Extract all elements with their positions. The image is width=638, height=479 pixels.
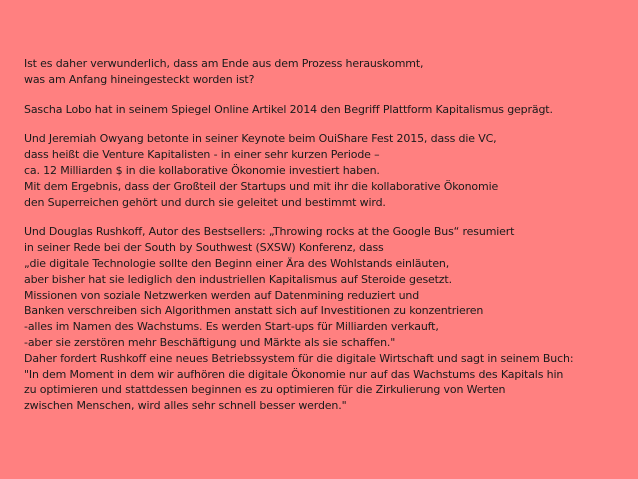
text-line: Ist es daher verwunderlich, dass am Ende aus dem Prozess herauskommt, [24, 57, 424, 70]
text-line: den Superreichen gehört und durch sie geleitet und bestimmt wird. [24, 195, 386, 209]
text-line: „die digitale Technologie sollte den Beginn einer Ära des Wohlstands einläuten, [24, 256, 450, 270]
text-line: Daher fordert Rushkoff eine neues Betriebssystem für die digitale Wirtschaft und sagt in seinem Buch: [24, 351, 574, 365]
text-line: was am Anfang hineingesteckt worden ist? [24, 72, 255, 86]
text-line: zwischen Menschen, wird alles sehr schnell besser werden." [24, 399, 347, 413]
text-line: zu optimieren und stattdessen beginnen es zu optimieren für die Zirkulierung von Werten [24, 383, 506, 397]
text-line: dass heißt die Venture Kapitalisten - in einer sehr kurzen Periode – [24, 148, 380, 162]
text-line: ca. 12 Milliarden $ in die kollaborative Ökonomie investiert haben. [24, 163, 380, 177]
paragraph-rushkoff [24, 224, 626, 414]
text-line: Und Jeremiah Owyang betonte in seiner Keynote beim OuiShare Fest 2015, dass die VC, [24, 132, 497, 146]
paragraph-intro [24, 56, 626, 88]
text-line: "In dem Moment in dem wir aufhören die digitale Ökonomie nur auf das Wachstums des Kapitals hin [24, 367, 564, 381]
text-line: in seiner Rede bei der South by Southwest (SXSW) Konferenz, dass [24, 241, 384, 255]
text-line: Und Douglas Rushkoff, Autor des Bestsellers: „Throwing rocks at the Google Bus“ resumiert [24, 225, 515, 239]
text-line: -aber sie zerstören mehr Beschäftigung und Märkte als sie schaffen." [24, 335, 396, 349]
text-line: aber bisher hat sie lediglich den industriellen Kapitalismus auf Steroide gesetzt. [24, 272, 452, 286]
text-line: -alles im Namen des Wachstums. Es werden Start-ups für Milliarden verkauft, [24, 320, 439, 334]
text-line: Banken verschreiben sich Algorithmen anstatt sich auf Investitionen zu konzentrieren [24, 304, 484, 318]
text-line: Missionen von soziale Netzwerken werden auf Datenmining reduziert und [24, 288, 420, 302]
text-line: Mit dem Ergebnis, dass der Großteil der Startups und mit ihr die kollaborative Ökonomie [24, 179, 499, 193]
text-line: Sascha Lobo hat in seinem Spiegel Online Artikel 2014 den Begriff Plattform Kapitalismus geprägt. [24, 102, 553, 116]
paragraph-owyang [24, 131, 626, 210]
paragraph-lobo [24, 102, 626, 118]
